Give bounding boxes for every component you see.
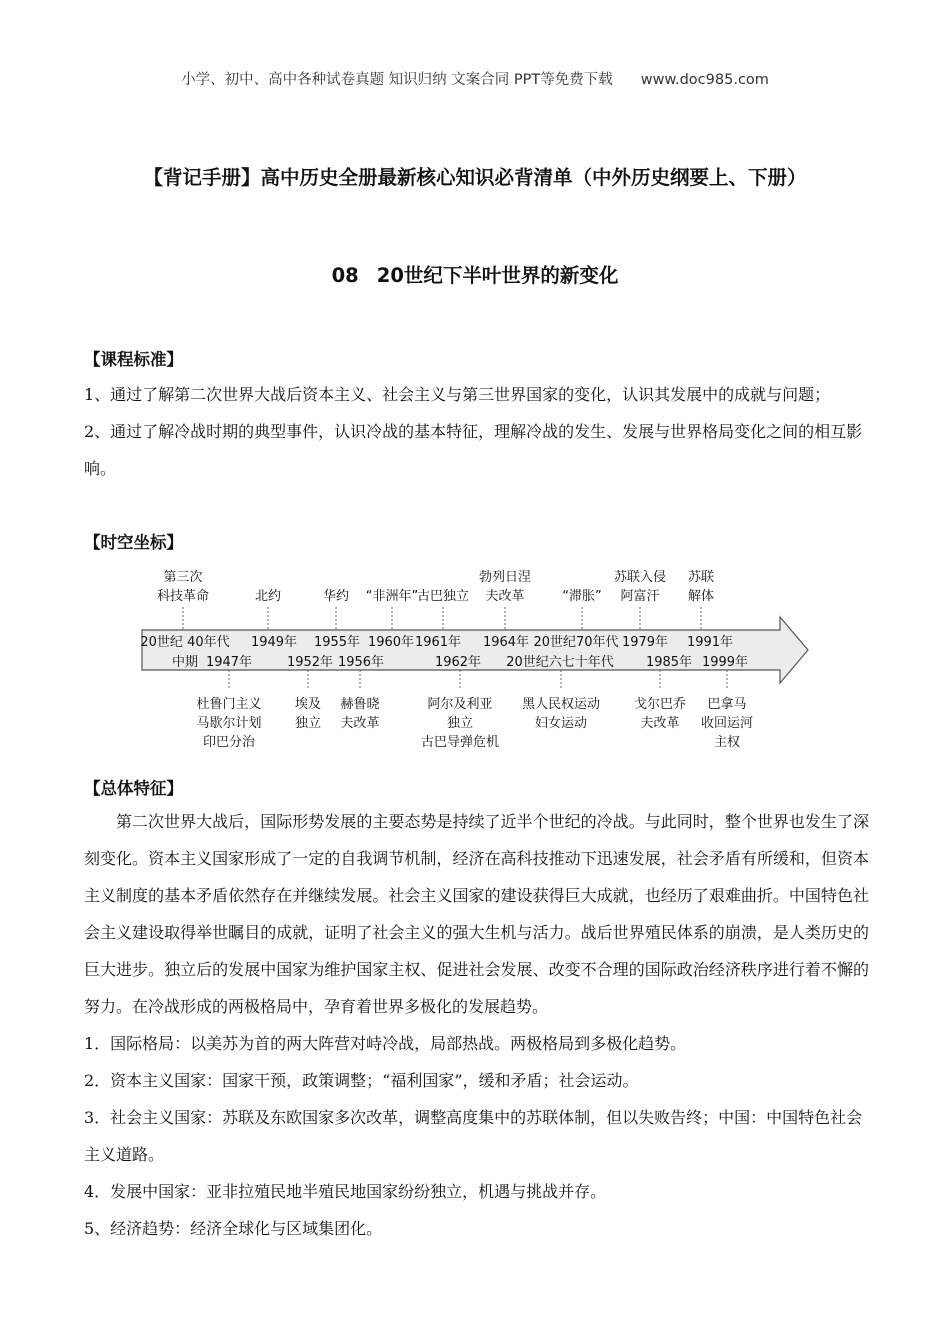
overall-paragraph: 第二次世界大战后，国际形势发展的主要态势是持续了近半个世纪的冷战。与此同时，整个世界也发生了深刻变化。资本主义国家形成了一定的自我调节机制，经济在高科技推动下迅速发展，社会矛盾有所缓和，但资本主义制度的基本矛盾依然存在并继续发展。社会主义国家的建设获得巨大成就，也经历了艰难曲折。中国特色社会主义建设取得举世瞩目的成就，证明了社会主义的强大生机与活力。战后世界殖民体系的崩溃，是人类历史的巨大进步。独立后的发展中国家为维护国家主权、促进社会发展、改变不合理的国际政治经济秩序进行着不懈的努力。在冷战形成的两极格局中，孕育着世界多极化的发展趋势。 bbox=[84, 812, 869, 1016]
timeline-year: 20世纪70年代 bbox=[533, 635, 619, 650]
timeline-year: 1991年 bbox=[686, 635, 734, 650]
timeline-heading: 【时空坐标】 bbox=[84, 533, 183, 552]
timeline-top-event: 科技革命 bbox=[156, 589, 210, 604]
timeline-top-event: 解体 bbox=[687, 589, 715, 604]
timeline-top-event: 苏联 bbox=[687, 570, 715, 585]
overall-point: 5、经济趋势：经济全球化与区域集团化。 bbox=[84, 1219, 383, 1238]
header-site-link[interactable]: www.doc985.com bbox=[640, 72, 769, 88]
timeline-year: 1949年 bbox=[250, 635, 298, 650]
timeline-year: 1947年 bbox=[205, 655, 253, 670]
timeline-arrow bbox=[142, 617, 808, 683]
timeline-top-event: 阿富汗 bbox=[620, 589, 660, 604]
timeline-top-event: “非洲年” bbox=[365, 589, 419, 604]
curriculum-heading: 【课程标准】 bbox=[84, 350, 183, 369]
chapter-name: 20世纪下半叶世界的新变化 bbox=[376, 264, 619, 287]
timeline-top-event: 古巴独立 bbox=[416, 589, 470, 604]
timeline-top-event: 苏联入侵 bbox=[613, 570, 667, 585]
timeline-top-event: 华约 bbox=[322, 589, 350, 604]
overall-heading: 【总体特征】 bbox=[84, 779, 183, 798]
timeline-top-event: 第三次 bbox=[163, 570, 203, 585]
timeline-bottom-event: 收回运河 bbox=[700, 716, 754, 731]
timeline-bottom-event: 主权 bbox=[713, 735, 741, 750]
timeline-bottom-event: 夫改革 bbox=[640, 716, 680, 731]
timeline-bottom-event: 戈尔巴乔 bbox=[633, 697, 687, 712]
timeline-bottom-event: 埃及 bbox=[294, 697, 322, 712]
timeline-year: 20世纪 40年代 bbox=[140, 635, 230, 650]
timeline-year: 1962年 bbox=[434, 655, 482, 670]
overall-point: 3．社会主义国家：苏联及东欧国家多次改革，调整高度集中的苏联体制，但以失败告终；中国：中国特色社会主义道路。 bbox=[84, 1108, 863, 1164]
timeline-bottom-event: 印巴分治 bbox=[202, 735, 256, 750]
timeline-year: 20世纪六七十年代 bbox=[506, 655, 614, 670]
overall-point: 4．发展中国家：亚非拉殖民地半殖民地国家纷纷独立，机遇与挑战并存。 bbox=[84, 1182, 607, 1201]
timeline-year: 1999年 bbox=[701, 655, 749, 670]
timeline-bottom-event: 黑人民权运动 bbox=[521, 697, 601, 712]
timeline-year: 1961年 bbox=[414, 635, 462, 650]
timeline-bottom-event: 杜鲁门主义 bbox=[196, 697, 262, 712]
timeline-diagram bbox=[140, 562, 815, 757]
timeline-top-event: 夫改革 bbox=[485, 589, 525, 604]
curriculum-list bbox=[84, 376, 869, 487]
timeline-arrow-shape bbox=[142, 617, 808, 683]
timeline-bottom-event: 马歇尔计划 bbox=[196, 716, 262, 731]
timeline-bottom-event: 巴拿马 bbox=[707, 697, 747, 712]
timeline-year: 1952年 bbox=[286, 655, 334, 670]
timeline-bottom-event: 阿尔及利亚 bbox=[427, 697, 493, 712]
curriculum-item: 2、通过了解冷战时期的典型事件，认识冷战的基本特征，理解冷战的发生、发展与世界格局变化之间的相互影响。 bbox=[84, 422, 863, 478]
timeline-bottom-event: 独立 bbox=[294, 716, 322, 731]
header-text: 小学、初中、高中各种试卷真题 知识归纳 文案合同 PPT等免费下载 bbox=[181, 72, 613, 88]
timeline-year: 1985年 bbox=[645, 655, 693, 670]
timeline-bottom-event: 古巴导弹危机 bbox=[420, 735, 500, 750]
timeline-year: 1964年 bbox=[482, 635, 530, 650]
chapter-number: 08 bbox=[331, 264, 359, 287]
overall-point: 2．资本主义国家：国家干预，政策调整；“福利国家”，缓和矛盾；社会运动。 bbox=[84, 1071, 639, 1090]
curriculum-item: 1、通过了解第二次世界大战后资本主义、社会主义与第三世界国家的变化，认识其发展中的成就与问题； bbox=[84, 385, 831, 404]
timeline-year: 1979年 bbox=[621, 635, 669, 650]
overall-point: 1．国际格局：以美苏为首的两大阵营对峙冷战，局部热战。两极格局到多极化趋势。 bbox=[84, 1034, 687, 1053]
timeline-top-event: 勃列日涅 bbox=[478, 570, 532, 585]
timeline-year: 1956年 bbox=[337, 655, 385, 670]
document-title: 【背记手册】高中历史全册最新核心知识必背清单（中外历史纲要上、下册） bbox=[143, 166, 807, 189]
timeline-year: 中期 bbox=[171, 655, 199, 670]
chapter-title bbox=[0, 260, 950, 288]
timeline-top-event: “滞胀” bbox=[562, 589, 602, 604]
timeline-bottom-event: 独立 bbox=[446, 716, 474, 731]
page-header bbox=[0, 68, 950, 89]
timeline-bottom-event: 妇女运动 bbox=[534, 716, 588, 731]
timeline-bottom-event: 赫鲁晓 bbox=[340, 697, 380, 712]
timeline-top-event: 北约 bbox=[254, 589, 282, 604]
timeline-bottom-event: 夫改革 bbox=[340, 716, 380, 731]
overall-section bbox=[84, 803, 869, 1247]
timeline-year: 1960年 bbox=[367, 635, 415, 650]
timeline-year: 1955年 bbox=[313, 635, 361, 650]
